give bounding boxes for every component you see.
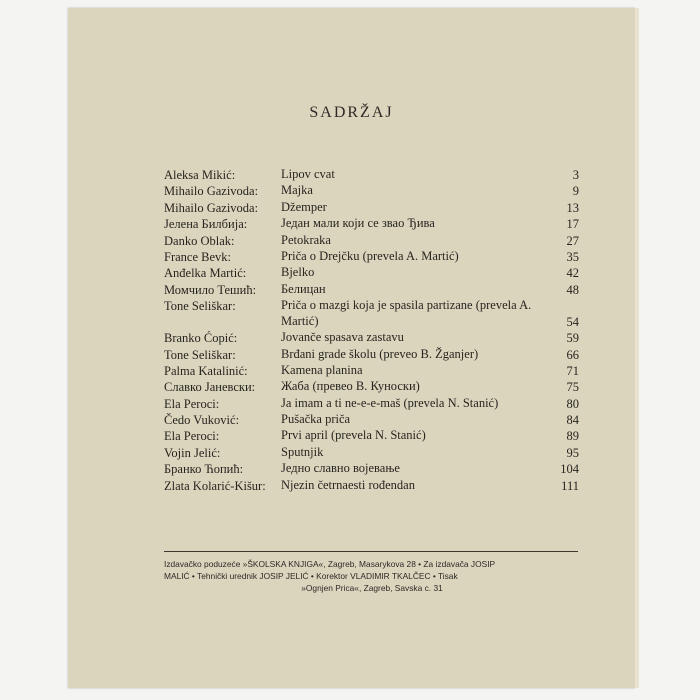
toc-title: Njezin četrnaesti rođendan <box>281 477 415 492</box>
toc-page-number: 71 <box>566 363 579 378</box>
toc-author: Момчило Тешић: <box>164 282 257 297</box>
toc-title: Pušačka priča <box>281 412 351 427</box>
toc-title: Priča o mazgi koja je spasila partizane (prevela A. Martić) <box>281 298 532 328</box>
imprint-line-3: »Ognjen Prica«, Zagreb, Savska c. 31 <box>301 583 443 593</box>
toc-page-number: 3 <box>572 168 579 182</box>
toc-page-number: 48 <box>566 282 579 297</box>
toc-page-number: 54 <box>566 315 579 330</box>
toc-title: Један мали који се звао Ђива <box>281 216 435 231</box>
imprint-line-2: MALIĆ • Tehnički urednik JOSIP JELIĆ • Korektor VLADIMIR TKALČEC • Tisak <box>164 571 458 581</box>
toc-author: Palma Katalinić: <box>164 363 248 378</box>
toc-page-number: 84 <box>566 413 579 428</box>
toc-author: Zlata Kolarić-Kišur: <box>164 478 266 493</box>
imprint-line-1: Izdavačko poduzeće »ŠKOLSKA KNJIGA«, Zagreb, Masarykova 28 • Za izdavača JOSIP <box>164 559 496 569</box>
toc-title: Majka <box>281 183 313 198</box>
toc-author: Tone Seliškar: <box>164 347 236 362</box>
toc-entry <box>164 183 579 199</box>
toc-entry <box>164 347 579 363</box>
toc-entry <box>164 478 579 494</box>
divider <box>164 551 578 552</box>
toc-title: Petokraka <box>281 232 331 247</box>
toc-title: Ja imam a ti ne-e-e-maš (prevela N. Stanić) <box>281 395 499 410</box>
toc-page-number: 104 <box>560 462 579 477</box>
toc-title: Sputnjik <box>281 444 324 459</box>
toc-page-number: 27 <box>566 233 579 248</box>
toc-entry <box>164 412 579 428</box>
toc-page-number: 66 <box>566 347 579 362</box>
toc-title: Brđani grade školu (preveo B. Žganjer) <box>281 346 479 361</box>
toc-page-number: 35 <box>566 249 579 264</box>
toc-author: Vojin Jelić: <box>164 445 221 460</box>
toc-title: Jovanče spasava zastavu <box>281 330 404 345</box>
toc-entry <box>164 445 579 461</box>
toc-author: Ela Peroci: <box>164 429 220 444</box>
toc-page-number: 42 <box>566 266 579 281</box>
imprint <box>164 558 580 594</box>
toc-page-number: 13 <box>566 200 579 215</box>
toc-author: Бранко Ћопић: <box>164 462 244 477</box>
toc-author: Славко Јаневски: <box>164 380 256 395</box>
toc-author: Mihailo Gazivoda: <box>164 184 259 199</box>
toc-entry <box>164 265 579 281</box>
toc-entry <box>164 167 579 183</box>
toc-page-number: 59 <box>566 331 579 346</box>
toc-author: Anđelka Martić: <box>164 266 247 281</box>
toc-page-number: 75 <box>566 380 579 395</box>
toc-page-number: 80 <box>566 396 579 411</box>
toc-page-number: 111 <box>561 478 579 493</box>
toc-title: Једно славно војевање <box>281 461 400 476</box>
toc-title: Bjelko <box>281 265 315 280</box>
toc-author: Danko Oblak: <box>164 233 235 248</box>
toc-title: Жаба (превео В. Куноски) <box>281 379 420 394</box>
toc-entry <box>164 216 579 232</box>
toc-author: Branko Ćopić: <box>164 331 238 346</box>
toc-entry <box>164 233 579 249</box>
toc-entry <box>164 396 579 412</box>
toc-entry <box>164 428 579 444</box>
toc-title: Lipov cvat <box>281 167 335 181</box>
toc-page-number: 9 <box>572 184 579 199</box>
toc-author: Ela Peroci: <box>164 396 220 411</box>
toc-entry <box>164 282 579 298</box>
toc-author: Aleksa Mikić: <box>164 168 236 182</box>
toc-entry <box>164 330 579 346</box>
toc-author: Tone Seliškar: <box>164 299 236 314</box>
toc-title: Белицан <box>281 281 326 296</box>
toc-entry <box>164 200 579 216</box>
toc-page-number: 17 <box>566 217 579 232</box>
toc-entry <box>164 363 579 379</box>
toc-title: Priča o Drejčku (prevela A. Martić) <box>281 248 459 263</box>
toc-author: Čedo Vuković: <box>164 413 240 428</box>
toc-entry <box>164 298 579 330</box>
toc-entry <box>164 249 579 265</box>
toc-title: Džemper <box>281 199 327 214</box>
table-of-contents <box>164 167 579 494</box>
toc-title: Prvi april (prevela N. Stanić) <box>281 428 426 443</box>
page-title: SADRŽAJ <box>309 104 394 121</box>
toc-page-number: 95 <box>566 445 579 460</box>
toc-author: Mihailo Gazivoda: <box>164 200 259 215</box>
toc-title: Kamena planina <box>281 362 363 377</box>
toc-entry <box>164 379 579 395</box>
toc-entry <box>164 461 579 477</box>
book-page <box>68 8 635 688</box>
toc-page-number: 89 <box>566 429 579 444</box>
toc-author: Јелена Билбија: <box>164 217 248 232</box>
toc-author: France Bevk: <box>164 249 231 264</box>
